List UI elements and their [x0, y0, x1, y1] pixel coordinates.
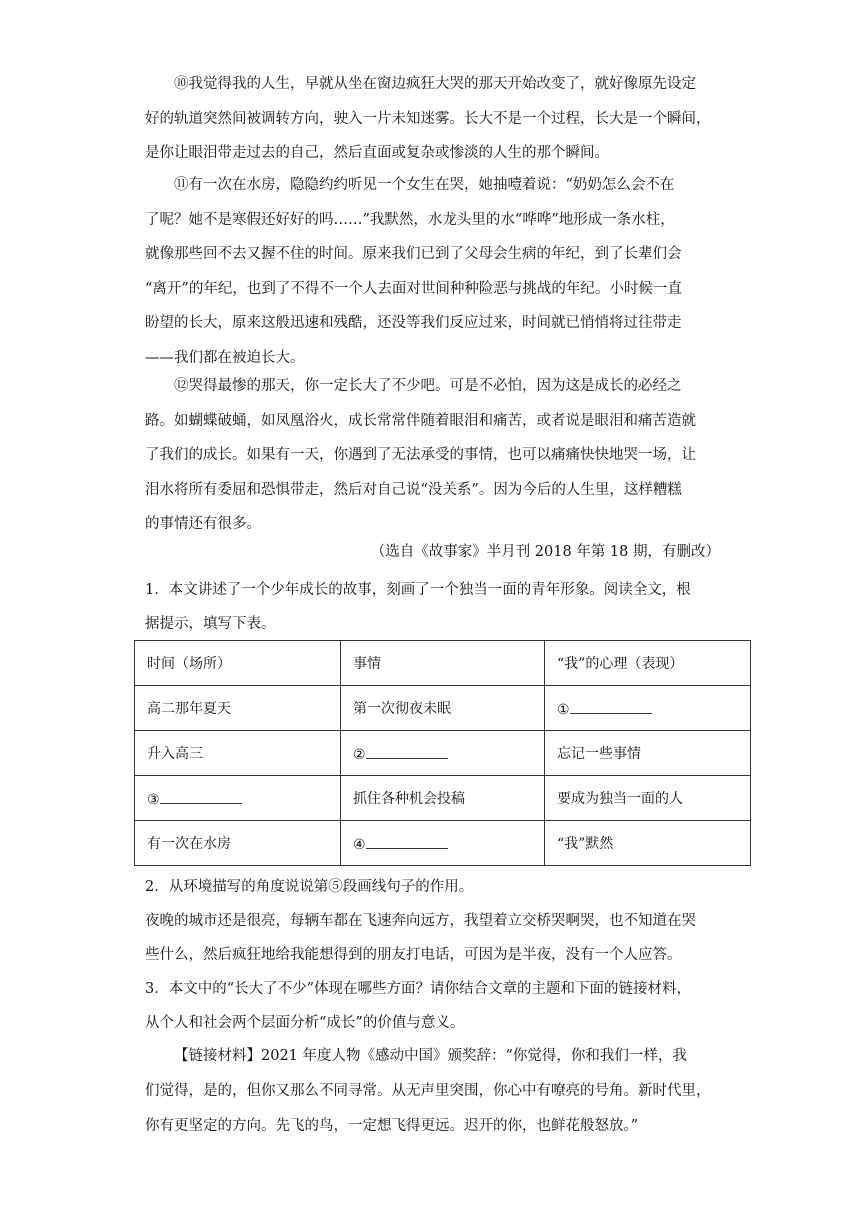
paragraph-line: ⑩我觉得我的人生，早就从坐在窗边疯狂大哭的那天开始改变了，就好像原先设定 — [174, 76, 696, 92]
answer-blank-cell[interactable] — [135, 776, 341, 821]
material-line: 们觉得，是的，但你又那么不同寻常。从无声里突围，你心中有嘹亮的号角。新时代里， — [145, 1083, 711, 1099]
paragraph-line: ⑪有一次在水房，隐隐约约听见一个女生在哭，她抽噎着说：“奶奶怎么会不在 — [174, 177, 675, 193]
paragraph-line: 了呢？她不是寒假还好好的吗……”我默然，水龙头里的水“哗哗”地形成一条水柱， — [145, 211, 675, 228]
material-line: 【链接材料】2021 年度人物《感动中国》颁奖辞：“你觉得，你和我们一样，我 — [174, 1048, 687, 1064]
paragraph-line: 是你让眼泪带走过去的自己，然后直面或复杂或惨淡的人生的那个瞬间。 — [145, 145, 609, 161]
blank-number: ④ — [353, 836, 366, 853]
paragraph-10 — [145, 67, 715, 171]
paragraph-line: 路。如蝴蝶破蛹，如凤凰浴火，成长常常伴随着眼泪和痛苦，或者说是眼泪和痛苦造就 — [145, 412, 696, 429]
answer-blank-cell[interactable] — [545, 686, 751, 731]
answer-blank-line[interactable] — [570, 699, 652, 714]
table-cell: “我”默然 — [545, 821, 751, 866]
paragraph-line: 盼望的长大，原来这般迅速和残酷，还没等我们反应过来，时间就已悄悄将过往带走 — [145, 315, 682, 331]
question-3 — [145, 972, 725, 1040]
paragraph-line: 就像那些回不去又握不住的时间。原来我们已到了父母会生病的年纪，到了长辈们会 — [145, 246, 682, 262]
table-cell: 升入高三 — [135, 731, 341, 776]
paragraph-line: “离开”的年纪，也到了不得不一个人去面对世间种种险恶与挑战的年纪。小时候一直 — [145, 280, 682, 297]
table-cell: 抓住各种机会投稿 — [341, 776, 545, 821]
paragraph-line: 的事情还有很多。 — [145, 516, 261, 532]
quoted-sentence-line: 夜晚的城市还是很亮，每辆车都在飞速奔向远方，我望着立交桥哭啊哭，也不知道在哭 — [145, 913, 696, 929]
question-2 — [145, 870, 725, 972]
paragraph-line: ——我们都在被迫长大。 — [145, 349, 305, 366]
answer-blank-cell[interactable] — [341, 731, 545, 776]
question-line: 从个人和社会两个层面分析“成长”的价值与意义。 — [145, 1015, 465, 1031]
table-cell: 要成为独当一面的人 — [545, 776, 751, 821]
paragraph-line: 好的轨道突然间被调转方向，驶入一片未知迷雾。长大不是一个过程，长大是一个瞬间， — [145, 110, 711, 127]
source-citation: （选自《故事家》半月刊 2018 年第 18 期，有删改） — [370, 544, 720, 560]
question-line: 1．本文讲述了一个少年成长的故事，刻画了一个独当一面的青年形象。阅读全文，根 — [145, 582, 691, 598]
table-cell: 高二那年夏天 — [135, 686, 341, 731]
blank-number: ② — [353, 746, 366, 763]
question-line: 2．从环境描写的角度说说第⑤段画线句子的作用。 — [145, 879, 474, 895]
table-row — [135, 776, 751, 821]
table-header-cell: 时间（场所） — [135, 641, 341, 686]
paragraph-line: 泪水将所有委屈和恐惧带走，然后对自己说“没关系”。因为今后的人生里，这样糟糕 — [145, 481, 682, 498]
table-row — [135, 731, 751, 776]
blank-number: ① — [557, 701, 570, 718]
table-cell: 有一次在水房 — [135, 821, 341, 866]
link-material — [145, 1039, 715, 1144]
table-header-cell: “我”的心理（表现） — [545, 641, 751, 686]
answer-blank-line[interactable] — [366, 744, 448, 759]
material-line: 你有更坚定的方向。先飞的鸟，一定想飞得更远。迟开的你，也鲜花般怒放。” — [145, 1118, 639, 1134]
answer-blank-line[interactable] — [160, 789, 242, 804]
table-cell: 第一次彻夜未眠 — [341, 686, 545, 731]
answer-blank-line[interactable] — [366, 834, 448, 849]
table-cell: 忘记一些事情 — [545, 731, 751, 776]
quoted-sentence-line: 些什么，然后疯狂地给我能想得到的朋友打电话，可因为是半夜，没有一个人应答。 — [145, 947, 682, 963]
question-line: 3．本文中的“长大了不少”体现在哪些方面？请你结合文章的主题和下面的链接材料， — [145, 981, 692, 997]
table-header-cell: 事情 — [341, 641, 545, 686]
blank-number: ③ — [147, 791, 160, 808]
paragraph-11 — [145, 168, 715, 375]
fill-in-table — [134, 640, 751, 866]
paragraph-12 — [145, 369, 715, 542]
table-header-row — [135, 641, 751, 686]
paragraph-line: 了我们的成长。如果有一天，你遇到了无法承受的事情，也可以痛痛快快地哭一场，让 — [145, 447, 696, 463]
question-1 — [145, 573, 725, 641]
table-row — [135, 821, 751, 866]
table-row — [135, 686, 751, 731]
answer-blank-cell[interactable] — [341, 821, 545, 866]
question-line: 据提示，填写下表。 — [145, 616, 276, 632]
paragraph-line: ⑫哭得最惨的那天，你一定长大了不少吧。可是不必怕，因为这是成长的必经之 — [174, 378, 682, 394]
